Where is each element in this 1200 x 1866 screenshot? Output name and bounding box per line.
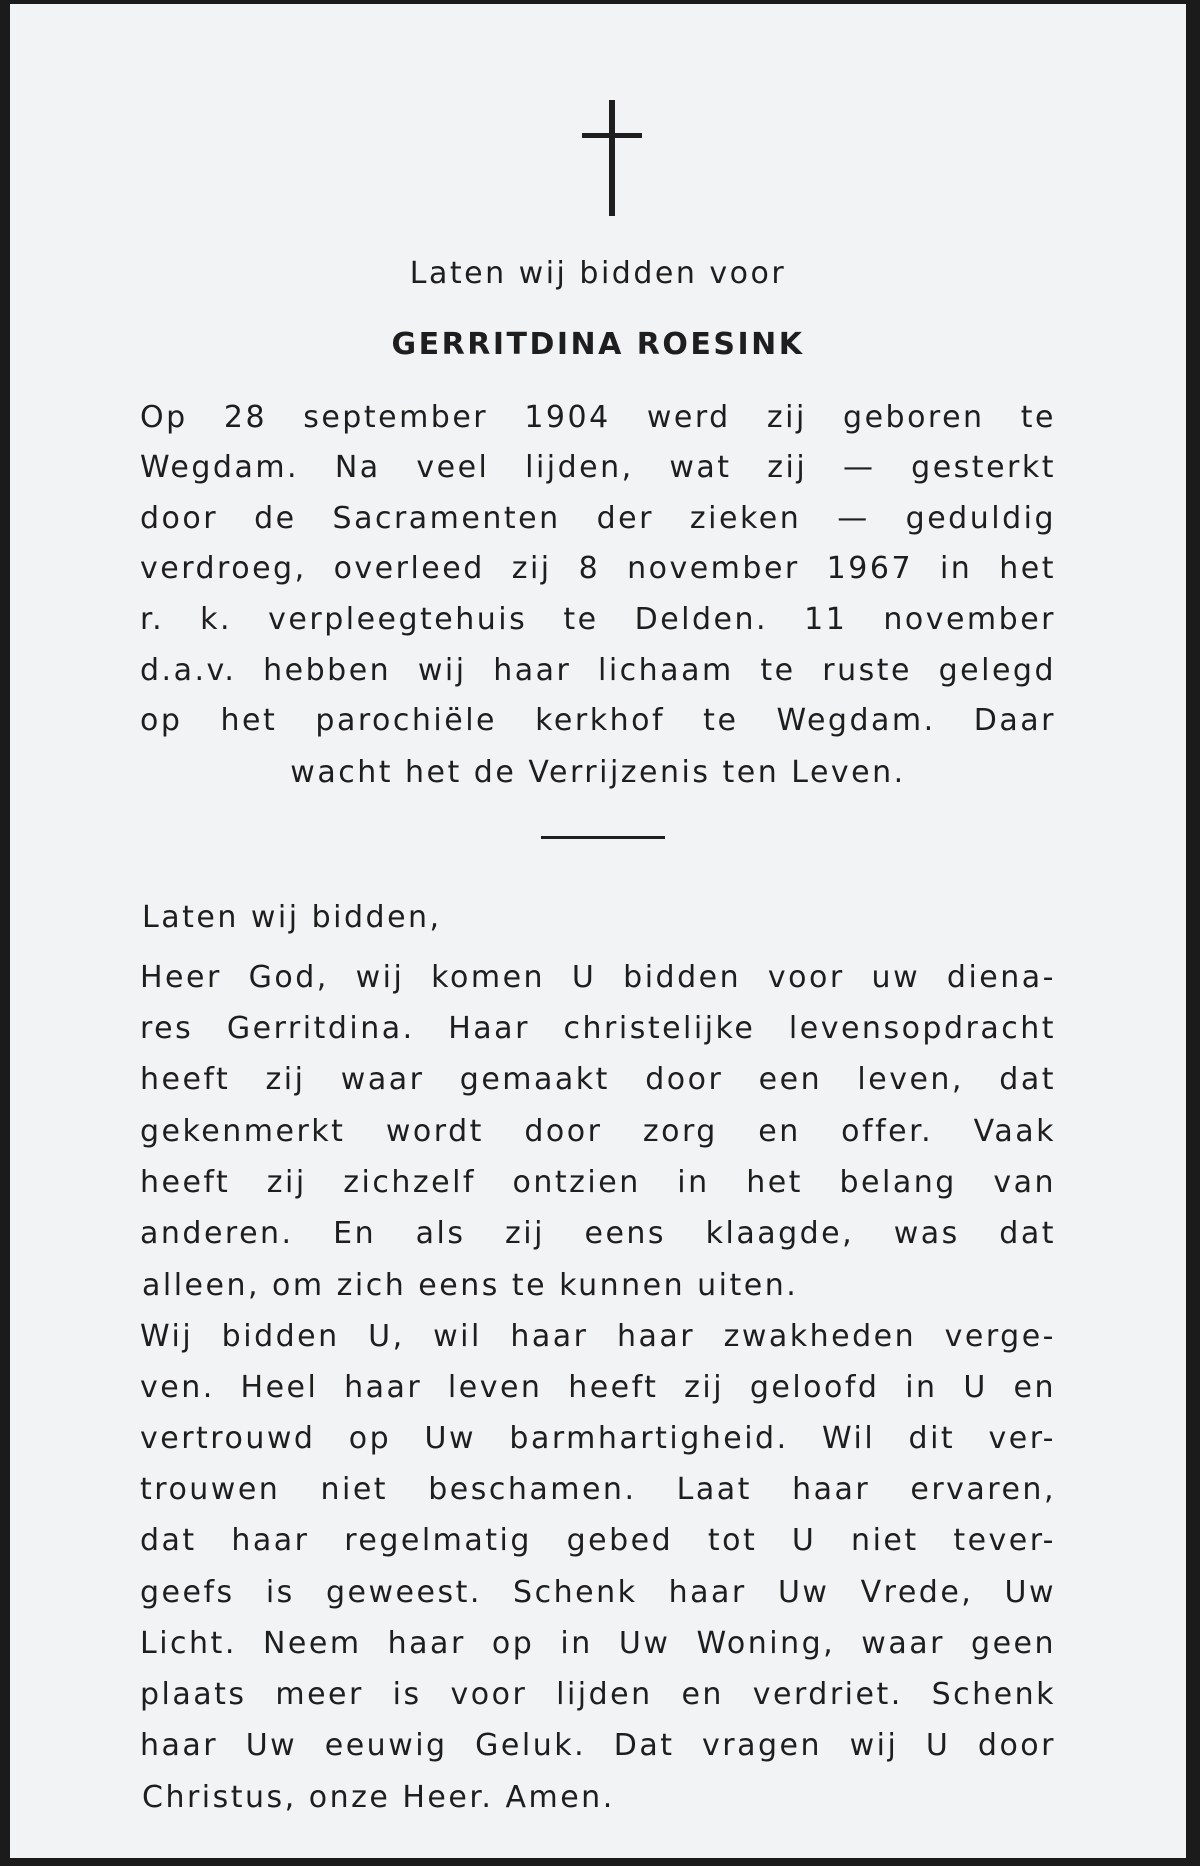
divider-rule — [541, 836, 665, 839]
memorial-card — [10, 4, 1186, 1858]
prayer-line: Wij bidden U, wil haar haar zwakheden verge- — [140, 1319, 1056, 1354]
prayer-line: ven. Heel haar leven heeft zij geloofd in U en — [140, 1370, 1056, 1405]
prayer-paragraph-end: alleen, om zich eens te kunnen uiten. — [142, 1268, 799, 1303]
prayer-line: gekenmerkt wordt door zorg en offer. Vaak — [140, 1114, 1056, 1149]
bio-line: Op 28 september 1904 werd zij geboren te — [140, 400, 1056, 435]
bio-line: d.a.v. hebben wij haar lichaam te ruste gelegd — [140, 653, 1056, 688]
prayer-line: Heer God, wij komen U bidden voor uw diena- — [140, 960, 1056, 995]
prayer-line: dat haar regelmatig gebed tot U niet tever- — [140, 1523, 1056, 1558]
intro-heading: Laten wij bidden voor — [409, 256, 787, 291]
prayer-line: geefs is geweest. Schenk haar Uw Vrede, Uw — [140, 1575, 1056, 1610]
bio-line: Wegdam. Na veel lijden, wat zij — gesterkt — [140, 450, 1056, 485]
bio-closing-line: wacht het de Verrijzenis ten Leven. — [290, 755, 906, 790]
prayer-line: heeft zij waar gemaakt door een leven, dat — [140, 1062, 1056, 1097]
bio-line: door de Sacramenten der zieken — geduldig — [140, 501, 1056, 536]
bio-line: r. k. verpleegtehuis te Delden. 11 november — [140, 602, 1056, 637]
prayer-line: vertrouwd op Uw barmhartigheid. Wil dit ver- — [140, 1421, 1056, 1456]
prayer-closing-line: Christus, onze Heer. Amen. — [142, 1780, 615, 1815]
prayer-line: plaats meer is voor lijden en verdriet. Schenk — [140, 1677, 1056, 1712]
prayer-line: Licht. Neem haar op in Uw Woning, waar geen — [140, 1626, 1056, 1661]
deceased-name: GERRITDINA ROESINK — [391, 327, 805, 362]
bio-line: op het parochiële kerkhof te Wegdam. Daar — [140, 703, 1056, 738]
prayer-line: anderen. En als zij eens klaagde, was dat — [140, 1216, 1056, 1251]
prayer-line: res Gerritdina. Haar christelijke levensopdracht — [140, 1011, 1056, 1046]
prayer-line: haar Uw eeuwig Geluk. Dat vragen wij U door — [140, 1728, 1056, 1763]
bio-line: verdroeg, overleed zij 8 november 1967 in het — [140, 551, 1056, 586]
prayer-line: heeft zij zichzelf ontzien in het belang van — [140, 1165, 1056, 1200]
prayer-line: trouwen niet beschamen. Laat haar ervaren, — [140, 1472, 1056, 1507]
prayer-heading: Laten wij bidden, — [142, 900, 442, 935]
cross-icon — [582, 100, 642, 216]
